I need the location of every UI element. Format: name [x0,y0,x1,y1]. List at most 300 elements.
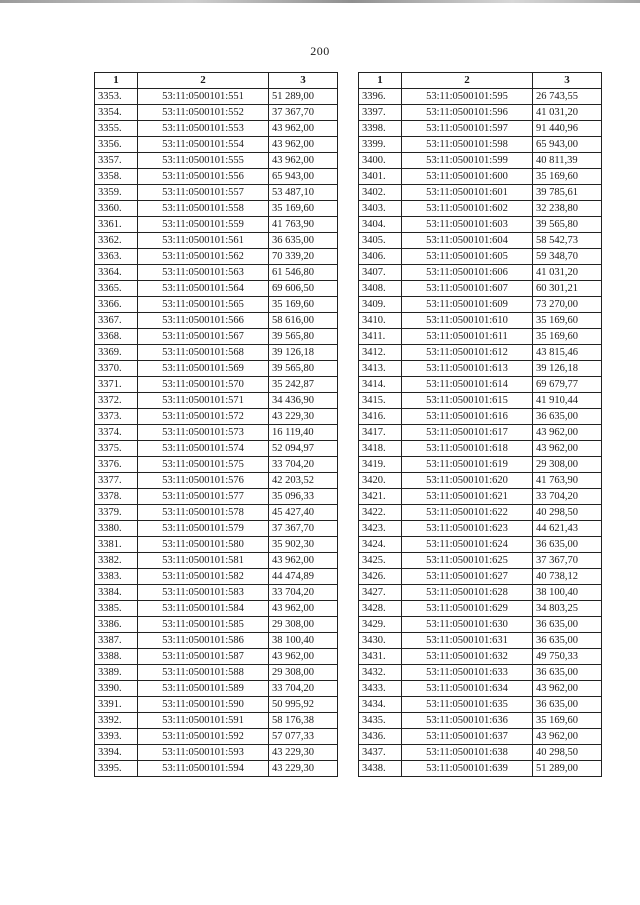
table-row [95,441,338,457]
table-row [95,345,338,361]
table-row [359,649,602,665]
row-number: 3358. [95,169,138,185]
cadastral-number: 53:11:0500101:564 [138,281,269,297]
table-row [359,249,602,265]
table-row [95,521,338,537]
row-number: 3424. [359,537,402,553]
cadastral-number: 53:11:0500101:613 [402,361,533,377]
table-row [359,185,602,201]
table-row [95,553,338,569]
row-number: 3417. [359,425,402,441]
row-number: 3428. [359,601,402,617]
cadastral-value: 39 126,18 [533,361,602,377]
row-number: 3418. [359,441,402,457]
row-number: 3366. [95,297,138,313]
cadastral-value: 36 635,00 [533,697,602,713]
row-number: 3385. [95,601,138,617]
cadastral-value: 43 962,00 [269,553,338,569]
table-row [95,457,338,473]
table-row [95,745,338,761]
row-number: 3360. [95,201,138,217]
cadastral-number: 53:11:0500101:569 [138,361,269,377]
cadastral-number: 53:11:0500101:570 [138,377,269,393]
table-header-row [359,73,602,89]
cadastral-value: 43 229,30 [269,761,338,777]
cadastral-number: 53:11:0500101:618 [402,441,533,457]
row-number: 3401. [359,169,402,185]
cadastral-number: 53:11:0500101:633 [402,665,533,681]
cadastral-value: 35 242,87 [269,377,338,393]
cadastral-number: 53:11:0500101:617 [402,425,533,441]
cadastral-number: 53:11:0500101:621 [402,489,533,505]
table-row [359,153,602,169]
cadastral-number: 53:11:0500101:582 [138,569,269,585]
table-row [359,633,602,649]
cadastral-value: 39 565,80 [269,329,338,345]
cadastral-value: 45 427,40 [269,505,338,521]
cadastral-number: 53:11:0500101:632 [402,649,533,665]
table-row [359,329,602,345]
cadastral-value: 44 474,89 [269,569,338,585]
row-number: 3431. [359,649,402,665]
table-row [95,89,338,105]
row-number: 3369. [95,345,138,361]
cadastral-number: 53:11:0500101:622 [402,505,533,521]
cadastral-number: 53:11:0500101:557 [138,185,269,201]
column-header-value: 3 [533,73,602,89]
row-number: 3372. [95,393,138,409]
cadastral-value: 40 298,50 [533,745,602,761]
cadastral-number: 53:11:0500101:585 [138,617,269,633]
cadastral-value: 41 763,90 [533,473,602,489]
row-number: 3403. [359,201,402,217]
cadastral-number: 53:11:0500101:625 [402,553,533,569]
cadastral-number: 53:11:0500101:630 [402,617,533,633]
cadastral-value: 58 542,73 [533,233,602,249]
table-row [359,265,602,281]
table-row [359,105,602,121]
cadastral-number: 53:11:0500101:571 [138,393,269,409]
row-number: 3384. [95,585,138,601]
cadastral-number: 53:11:0500101:619 [402,457,533,473]
cadastral-value: 29 308,00 [269,665,338,681]
row-number: 3355. [95,121,138,137]
cadastral-value: 39 565,80 [269,361,338,377]
table-row [95,217,338,233]
cadastral-number: 53:11:0500101:620 [402,473,533,489]
table-row [359,457,602,473]
cadastral-value: 65 943,00 [269,169,338,185]
table-row [359,569,602,585]
row-number: 3430. [359,633,402,649]
table-body-left [95,89,338,777]
cadastral-value: 38 100,40 [269,633,338,649]
cadastral-number: 53:11:0500101:597 [402,121,533,137]
registry-table-right [358,72,602,777]
cadastral-value: 43 962,00 [533,441,602,457]
cadastral-number: 53:11:0500101:581 [138,553,269,569]
row-number: 3402. [359,185,402,201]
cadastral-value: 35 169,60 [269,201,338,217]
row-number: 3422. [359,505,402,521]
cadastral-value: 43 229,30 [269,409,338,425]
table-row [359,201,602,217]
row-number: 3370. [95,361,138,377]
table-row [95,569,338,585]
table-row [95,729,338,745]
cadastral-value: 50 995,92 [269,697,338,713]
row-number: 3396. [359,89,402,105]
row-number: 3429. [359,617,402,633]
cadastral-value: 38 100,40 [533,585,602,601]
table-row [95,697,338,713]
row-number: 3388. [95,649,138,665]
cadastral-number: 53:11:0500101:559 [138,217,269,233]
row-number: 3411. [359,329,402,345]
table-row [359,601,602,617]
cadastral-number: 53:11:0500101:562 [138,249,269,265]
cadastral-value: 44 621,43 [533,521,602,537]
table-row [359,713,602,729]
table-row [359,585,602,601]
cadastral-value: 42 203,52 [269,473,338,489]
cadastral-value: 37 367,70 [269,105,338,121]
cadastral-number: 53:11:0500101:576 [138,473,269,489]
cadastral-value: 35 902,30 [269,537,338,553]
cadastral-number: 53:11:0500101:635 [402,697,533,713]
cadastral-value: 32 238,80 [533,201,602,217]
row-number: 3427. [359,585,402,601]
cadastral-number: 53:11:0500101:612 [402,345,533,361]
table-row [359,169,602,185]
cadastral-value: 43 962,00 [269,649,338,665]
table-row [95,105,338,121]
table-row [359,393,602,409]
cadastral-number: 53:11:0500101:566 [138,313,269,329]
cadastral-number: 53:11:0500101:600 [402,169,533,185]
row-number: 3404. [359,217,402,233]
table-row [359,313,602,329]
cadastral-number: 53:11:0500101:623 [402,521,533,537]
row-number: 3438. [359,761,402,777]
table-row [359,441,602,457]
row-number: 3386. [95,617,138,633]
cadastral-number: 53:11:0500101:556 [138,169,269,185]
cadastral-number: 53:11:0500101:558 [138,201,269,217]
cadastral-value: 16 119,40 [269,425,338,441]
cadastral-value: 51 289,00 [533,761,602,777]
row-number: 3393. [95,729,138,745]
table-row [95,649,338,665]
cadastral-number: 53:11:0500101:595 [402,89,533,105]
cadastral-number: 53:11:0500101:578 [138,505,269,521]
cadastral-value: 35 169,60 [269,297,338,313]
table-row [359,425,602,441]
cadastral-value: 40 298,50 [533,505,602,521]
cadastral-number: 53:11:0500101:615 [402,393,533,409]
cadastral-number: 53:11:0500101:634 [402,681,533,697]
cadastral-value: 39 785,61 [533,185,602,201]
table-row [95,393,338,409]
cadastral-value: 70 339,20 [269,249,338,265]
row-number: 3425. [359,553,402,569]
row-number: 3379. [95,505,138,521]
table-header-row [95,73,338,89]
table-row [95,329,338,345]
table-row [359,281,602,297]
cadastral-value: 51 289,00 [269,89,338,105]
row-number: 3419. [359,457,402,473]
row-number: 3365. [95,281,138,297]
column-header-cadastral: 2 [138,73,269,89]
cadastral-number: 53:11:0500101:580 [138,537,269,553]
table-row [95,185,338,201]
cadastral-value: 34 803,25 [533,601,602,617]
cadastral-value: 40 738,12 [533,569,602,585]
row-number: 3395. [95,761,138,777]
cadastral-value: 41 910,44 [533,393,602,409]
table-row [95,377,338,393]
cadastral-number: 53:11:0500101:611 [402,329,533,345]
table-row [95,681,338,697]
page-number: 200 [310,44,330,58]
table-row [359,409,602,425]
row-number: 3434. [359,697,402,713]
row-number: 3376. [95,457,138,473]
table-row [359,297,602,313]
cadastral-value: 58 616,00 [269,313,338,329]
cadastral-number: 53:11:0500101:628 [402,585,533,601]
table-row [95,713,338,729]
scan-edge [0,0,640,3]
table-row [359,217,602,233]
table-row [359,345,602,361]
table-row [359,697,602,713]
table-row [359,681,602,697]
table-row [95,233,338,249]
table-row [95,361,338,377]
row-number: 3373. [95,409,138,425]
table-row [95,201,338,217]
row-number: 3364. [95,265,138,281]
row-number: 3421. [359,489,402,505]
row-number: 3354. [95,105,138,121]
cadastral-number: 53:11:0500101:565 [138,297,269,313]
cadastral-number: 53:11:0500101:596 [402,105,533,121]
row-number: 3377. [95,473,138,489]
cadastral-number: 53:11:0500101:603 [402,217,533,233]
table-row [359,761,602,777]
row-number: 3353. [95,89,138,105]
row-number: 3389. [95,665,138,681]
row-number: 3375. [95,441,138,457]
table-row [359,89,602,105]
table-row [359,473,602,489]
cadastral-value: 73 270,00 [533,297,602,313]
table-row [95,617,338,633]
table-row [95,281,338,297]
row-number: 3378. [95,489,138,505]
row-number: 3412. [359,345,402,361]
cadastral-value: 35 169,60 [533,329,602,345]
cadastral-value: 39 565,80 [533,217,602,233]
cadastral-value: 57 077,33 [269,729,338,745]
row-number: 3368. [95,329,138,345]
table-body-right [359,89,602,777]
row-number: 3371. [95,377,138,393]
row-number: 3423. [359,521,402,537]
cadastral-value: 61 546,80 [269,265,338,281]
cadastral-number: 53:11:0500101:602 [402,201,533,217]
cadastral-number: 53:11:0500101:568 [138,345,269,361]
cadastral-number: 53:11:0500101:590 [138,697,269,713]
row-number: 3415. [359,393,402,409]
cadastral-value: 36 635,00 [533,665,602,681]
cadastral-number: 53:11:0500101:561 [138,233,269,249]
row-number: 3380. [95,521,138,537]
table-row [95,153,338,169]
cadastral-value: 29 308,00 [269,617,338,633]
table-row [359,745,602,761]
row-number: 3392. [95,713,138,729]
row-number: 3410. [359,313,402,329]
cadastral-value: 43 962,00 [269,601,338,617]
row-number: 3435. [359,713,402,729]
cadastral-value: 58 176,38 [269,713,338,729]
cadastral-number: 53:11:0500101:591 [138,713,269,729]
table-row [359,505,602,521]
row-number: 3433. [359,681,402,697]
cadastral-number: 53:11:0500101:636 [402,713,533,729]
cadastral-value: 69 606,50 [269,281,338,297]
table-row [95,601,338,617]
cadastral-value: 36 635,00 [533,409,602,425]
cadastral-value: 59 348,70 [533,249,602,265]
row-number: 3399. [359,137,402,153]
cadastral-value: 26 743,55 [533,89,602,105]
cadastral-value: 43 962,00 [269,137,338,153]
cadastral-value: 36 635,00 [533,617,602,633]
cadastral-value: 33 704,20 [269,681,338,697]
cadastral-number: 53:11:0500101:609 [402,297,533,313]
cadastral-value: 43 962,00 [269,121,338,137]
table-row [359,617,602,633]
cadastral-number: 53:11:0500101:577 [138,489,269,505]
row-number: 3413. [359,361,402,377]
cadastral-number: 53:11:0500101:599 [402,153,533,169]
cadastral-number: 53:11:0500101:592 [138,729,269,745]
table-row [359,137,602,153]
cadastral-value: 60 301,21 [533,281,602,297]
cadastral-value: 35 169,60 [533,169,602,185]
row-number: 3390. [95,681,138,697]
row-number: 3409. [359,297,402,313]
cadastral-number: 53:11:0500101:604 [402,233,533,249]
cadastral-number: 53:11:0500101:587 [138,649,269,665]
cadastral-number: 53:11:0500101:567 [138,329,269,345]
row-number: 3383. [95,569,138,585]
table-row [95,585,338,601]
table-row [95,633,338,649]
table-row [95,665,338,681]
row-number: 3359. [95,185,138,201]
cadastral-value: 41 031,20 [533,105,602,121]
table-row [359,361,602,377]
cadastral-value: 43 962,00 [533,681,602,697]
row-number: 3432. [359,665,402,681]
table-row [95,169,338,185]
table-row [95,297,338,313]
cadastral-number: 53:11:0500101:631 [402,633,533,649]
row-number: 3437. [359,745,402,761]
row-number: 3405. [359,233,402,249]
cadastral-value: 43 815,46 [533,345,602,361]
row-number: 3408. [359,281,402,297]
cadastral-number: 53:11:0500101:575 [138,457,269,473]
table-row [359,729,602,745]
table-row [95,137,338,153]
cadastral-value: 33 704,20 [269,585,338,601]
row-number: 3406. [359,249,402,265]
cadastral-number: 53:11:0500101:588 [138,665,269,681]
row-number: 3361. [95,217,138,233]
column-header-cadastral: 2 [402,73,533,89]
cadastral-value: 43 962,00 [533,425,602,441]
cadastral-value: 36 635,00 [269,233,338,249]
cadastral-number: 53:11:0500101:601 [402,185,533,201]
table-row [359,121,602,137]
cadastral-value: 43 962,00 [533,729,602,745]
row-number: 3416. [359,409,402,425]
cadastral-number: 53:11:0500101:605 [402,249,533,265]
cadastral-number: 53:11:0500101:616 [402,409,533,425]
table-row [95,249,338,265]
cadastral-number: 53:11:0500101:610 [402,313,533,329]
row-number: 3414. [359,377,402,393]
cadastral-value: 37 367,70 [269,521,338,537]
cadastral-number: 53:11:0500101:554 [138,137,269,153]
cadastral-number: 53:11:0500101:637 [402,729,533,745]
table-row [95,489,338,505]
row-number: 3362. [95,233,138,249]
table-row [359,521,602,537]
cadastral-value: 69 679,77 [533,377,602,393]
table-row [95,121,338,137]
cadastral-value: 39 126,18 [269,345,338,361]
table-row [95,425,338,441]
row-number: 3381. [95,537,138,553]
table-row [359,553,602,569]
table-row [359,377,602,393]
row-number: 3356. [95,137,138,153]
cadastral-value: 41 763,90 [269,217,338,233]
cadastral-value: 35 096,33 [269,489,338,505]
cadastral-value: 33 704,20 [269,457,338,473]
cadastral-number: 53:11:0500101:572 [138,409,269,425]
cadastral-value: 34 436,90 [269,393,338,409]
cadastral-value: 41 031,20 [533,265,602,281]
row-number: 3387. [95,633,138,649]
table-row [359,537,602,553]
table-row [95,409,338,425]
table-row [95,761,338,777]
row-number: 3398. [359,121,402,137]
table-row [359,665,602,681]
row-number: 3357. [95,153,138,169]
cadastral-number: 53:11:0500101:593 [138,745,269,761]
cadastral-number: 53:11:0500101:629 [402,601,533,617]
cadastral-value: 36 635,00 [533,537,602,553]
